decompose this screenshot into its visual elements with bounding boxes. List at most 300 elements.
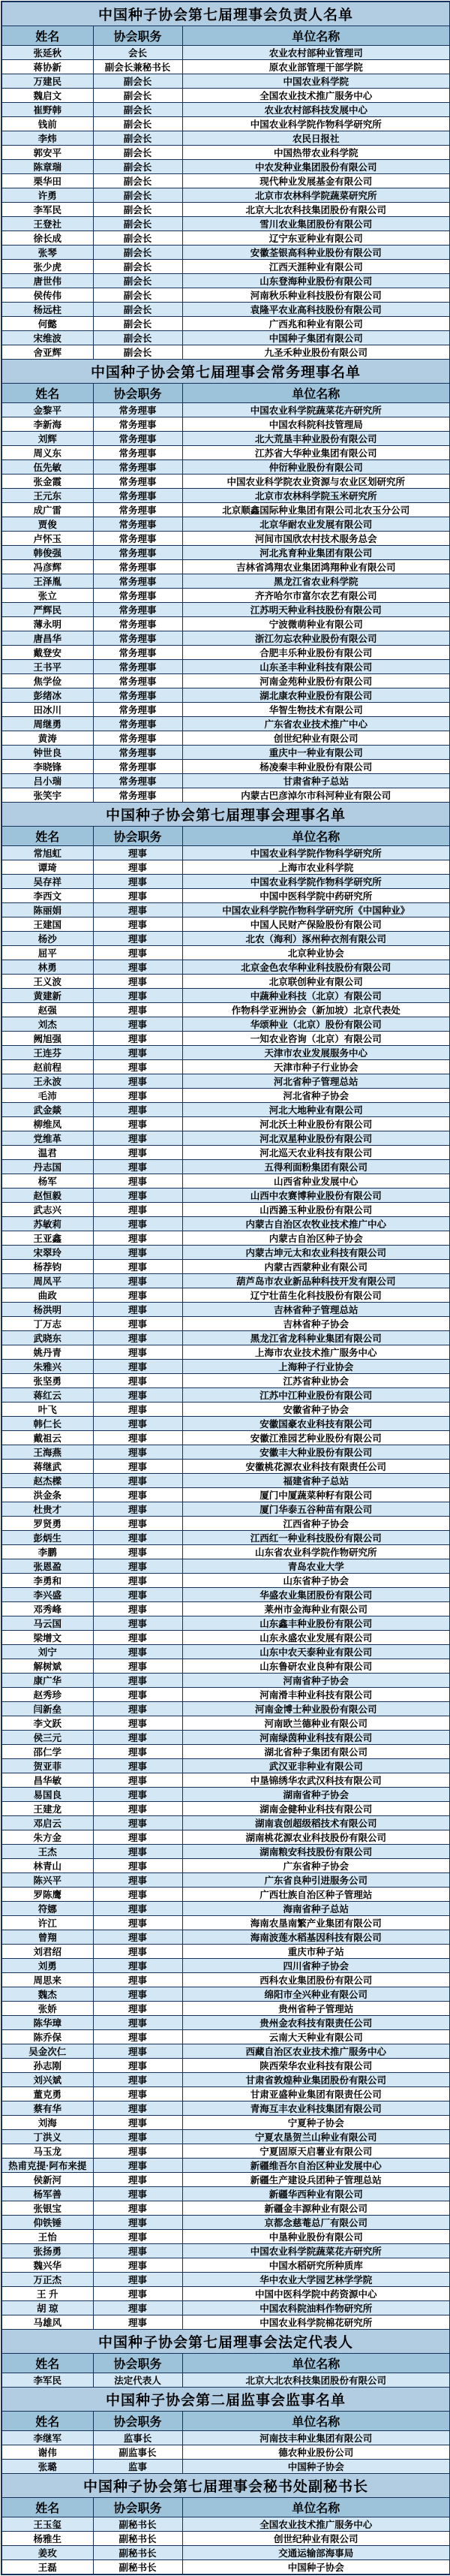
name-cell: 赵秀珍 — [2, 1688, 93, 1702]
org-cell: 中农发种业集团股份有限公司 — [182, 160, 450, 174]
org-cell: 甘肃省敦煌种业集团股份有限公司 — [182, 2073, 450, 2087]
table-row — [2, 1802, 450, 1816]
table-row — [2, 2030, 450, 2044]
org-cell: 内蒙古坤元太和农业科技有限公司 — [182, 1246, 450, 1260]
name-cell: 金黎平 — [2, 403, 93, 417]
name-cell: 杨远柱 — [2, 303, 93, 317]
name-cell: 李军民 — [2, 2373, 93, 2388]
table-row — [2, 503, 450, 517]
table-row — [2, 475, 450, 489]
org-cell: 农业农村部科技发展中心 — [182, 103, 450, 117]
table-row — [2, 89, 450, 103]
org-cell: 吉林省鸿翔农业集团鸿翔种业有限公司 — [182, 560, 450, 574]
name-cell: 钟世良 — [2, 746, 93, 760]
role-cell: 理事 — [93, 1345, 182, 1360]
name-cell: 丹志国 — [2, 1160, 93, 1174]
role-cell: 理事 — [93, 1445, 182, 1460]
org-cell: 葫芦岛市农业新品种科技开发有限公司 — [182, 1274, 450, 1288]
table-row — [2, 303, 450, 317]
role-cell: 常务理事 — [93, 574, 182, 589]
org-cell: 上海市农业科学院 — [182, 860, 450, 875]
table-row — [2, 1588, 450, 1602]
name-cell: 王连芬 — [2, 1046, 93, 1060]
org-cell: 北大荒垦丰种业股份有限公司 — [182, 432, 450, 446]
role-cell: 理事 — [93, 1517, 182, 1531]
name-cell: 邓秀峰 — [2, 1602, 93, 1616]
name-cell: 侯三元 — [2, 1731, 93, 1745]
org-cell: 绵阳市全兴种业有限公司 — [182, 1987, 450, 2002]
org-cell: 农民日报社 — [182, 131, 450, 146]
name-cell: 李军民 — [2, 203, 93, 217]
role-cell: 监事长 — [93, 2431, 182, 2445]
name-cell: 张延秋 — [2, 46, 93, 60]
role-cell: 常务理事 — [93, 617, 182, 631]
org-cell: 北京市农林科学院蔬菜研究所 — [182, 188, 450, 203]
org-cell: 华智生物技术有限公司 — [182, 703, 450, 717]
org-cell: 湖南省种子协会 — [182, 1788, 450, 1802]
role-cell: 理事 — [93, 1645, 182, 1659]
table-row — [2, 2560, 450, 2575]
table-row — [2, 1474, 450, 1488]
role-cell: 理事 — [93, 1103, 182, 1117]
table-row — [2, 1017, 450, 1032]
table-row — [2, 146, 450, 160]
role-cell: 理事 — [93, 889, 182, 903]
org-cell: 山东登海种业股份有限公司 — [182, 274, 450, 288]
org-cell: 山东鲁研农业良种有限公司 — [182, 1659, 450, 1674]
table-row — [2, 1574, 450, 1588]
table-row — [2, 875, 450, 889]
name-cell: 李继军 — [2, 2431, 93, 2445]
role-cell: 理事 — [93, 1545, 182, 1559]
column-header-row — [2, 2498, 450, 2517]
org-cell: 河南秋乐种业科技股份有限公司 — [182, 288, 450, 303]
role-cell: 常务理事 — [93, 603, 182, 617]
org-cell: 袁隆平农业高科技股份有限公司 — [182, 303, 450, 317]
table-row — [2, 788, 450, 803]
name-cell: 谢伟 — [2, 2445, 93, 2460]
org-cell: 中国农科院科技管理局 — [182, 417, 450, 432]
org-cell: 江西省种子协会 — [182, 1517, 450, 1531]
role-cell: 理事 — [93, 1203, 182, 1217]
org-cell: 海南省种子总站 — [182, 1902, 450, 1916]
role-cell: 理事 — [93, 1987, 182, 2002]
org-cell: 华颂种业（北京）股份有限公司 — [182, 1017, 450, 1032]
section-title: 中国种子协会第七届理事会秘书处副秘书长 — [2, 2474, 450, 2498]
name-cell: 贾俊 — [2, 517, 93, 532]
role-cell: 理事 — [93, 975, 182, 989]
column-header-cell: 单位名称 — [182, 384, 450, 403]
org-cell: 江苏省种业协会 — [182, 1374, 450, 1388]
org-cell: 安徽荃银高科种业股份有限公司 — [182, 246, 450, 260]
role-cell: 理事 — [93, 875, 182, 889]
org-cell: 海南农垦南繁产业集团有限公司 — [182, 1916, 450, 1930]
table-row — [2, 2258, 450, 2273]
role-cell: 理事 — [93, 1131, 182, 1146]
name-cell: 刘君绍 — [2, 1945, 93, 1959]
role-cell: 理事 — [93, 2016, 182, 2030]
name-cell: 栗华田 — [2, 174, 93, 188]
name-cell: 陈华璋 — [2, 2016, 93, 2030]
name-cell: 胡 琼 — [2, 2301, 93, 2315]
table-row — [2, 2216, 450, 2230]
name-cell: 戴登安 — [2, 646, 93, 660]
org-cell: 广东省良种引进服务公司 — [182, 1873, 450, 1888]
role-cell: 理事 — [93, 1402, 182, 1417]
table-row — [2, 1517, 450, 1531]
table-row — [2, 1659, 450, 1674]
org-cell: 青岛农业大学 — [182, 1559, 450, 1574]
role-cell: 理事 — [93, 1260, 182, 1274]
role-cell: 常务理事 — [93, 432, 182, 446]
org-cell: 河南绿茵种业科技有限公司 — [182, 1731, 450, 1745]
table-row — [2, 1174, 450, 1189]
org-cell: 安徽国豪农业科技有限公司 — [182, 1417, 450, 1431]
name-cell: 王磊 — [2, 2560, 93, 2575]
role-cell: 副会长 — [93, 260, 182, 274]
role-cell: 常务理事 — [93, 674, 182, 688]
name-cell: 柳维凤 — [2, 1117, 93, 1131]
org-cell: 厦门华泰五谷种苗有限公司 — [182, 1502, 450, 1517]
section-title-row — [2, 2388, 450, 2412]
org-cell: 华盛农业集团股份有限公司 — [182, 1588, 450, 1602]
column-header-cell: 单位名称 — [182, 26, 450, 46]
section-title-row — [2, 2330, 450, 2354]
role-cell: 理事 — [93, 2059, 182, 2073]
org-cell: 河北兆育种业集团有限公司 — [182, 546, 450, 560]
table-row — [2, 1873, 450, 1888]
name-cell: 张娇 — [2, 2002, 93, 2016]
name-cell: 刘兴斌 — [2, 2073, 93, 2087]
table-row — [2, 1060, 450, 1074]
table-row — [2, 1745, 450, 1759]
role-cell: 理事 — [93, 1231, 182, 1246]
role-cell: 理事 — [93, 1089, 182, 1103]
role-cell: 理事 — [93, 2173, 182, 2187]
org-cell: 新疆金丰源种业有限公司 — [182, 2201, 450, 2216]
org-cell: 安徽丰大种业股份有限公司 — [182, 1445, 450, 1460]
name-cell: 苏敏莉 — [2, 1217, 93, 1231]
table-row — [2, 1716, 450, 1731]
table-row — [2, 2244, 450, 2258]
name-cell: 彭绪冰 — [2, 688, 93, 703]
name-cell: 何懿 — [2, 317, 93, 331]
table-row — [2, 2301, 450, 2315]
role-cell: 理事 — [93, 2201, 182, 2216]
org-cell: 中国农业科学院作物科学研究所 — [182, 875, 450, 889]
table-row — [2, 1146, 450, 1160]
table-row — [2, 2460, 450, 2474]
org-cell: 海南波莲水稻基因科技有限公司 — [182, 1930, 450, 1945]
table-row — [2, 1674, 450, 1688]
name-cell: 王元东 — [2, 489, 93, 503]
name-cell: 卢怀玉 — [2, 532, 93, 546]
table-row — [2, 1545, 450, 1559]
org-cell: 北京顺鑫国际种业集团有限公司北农玉分公司 — [182, 503, 450, 517]
table-row — [2, 903, 450, 917]
org-cell: 辽宁东亚种业有限公司 — [182, 231, 450, 246]
role-cell: 理事 — [93, 2030, 182, 2044]
org-cell: 中国农业科学院作物科学研究所 — [182, 117, 450, 131]
table-row — [2, 1160, 450, 1174]
table-row — [2, 2101, 450, 2116]
table-row — [2, 1916, 450, 1930]
role-cell: 理事 — [93, 1916, 182, 1930]
role-cell: 理事 — [93, 1745, 182, 1759]
role-cell: 理事 — [93, 2101, 182, 2116]
table-row — [2, 2445, 450, 2460]
org-cell: 河南滑丰种业科技有限公司 — [182, 1688, 450, 1702]
name-cell: 蒋协新 — [2, 60, 93, 74]
table-row — [2, 403, 450, 417]
org-cell: 河间市国欣农村技术服务总会 — [182, 532, 450, 546]
org-cell: 福建省种子总站 — [182, 1474, 450, 1488]
role-cell: 理事 — [93, 1160, 182, 1174]
role-cell: 理事 — [93, 1246, 182, 1260]
org-cell: 内蒙古西蒙种业有限公司 — [182, 1260, 450, 1274]
column-header-row — [2, 827, 450, 846]
role-cell: 理事 — [93, 1303, 182, 1317]
role-cell: 监事 — [93, 2460, 182, 2474]
name-cell: 杜贵才 — [2, 1502, 93, 1517]
role-cell: 理事 — [93, 1003, 182, 1017]
role-cell: 理事 — [93, 2258, 182, 2273]
org-cell: 云南大天种业有限公司 — [182, 2030, 450, 2044]
org-cell: 全国农业技术推广服务中心 — [182, 89, 450, 103]
name-cell: 解树斌 — [2, 1659, 93, 1674]
table-row — [2, 660, 450, 674]
name-cell: 梁增文 — [2, 1631, 93, 1645]
org-cell: 上海市农业技术推广服务中心 — [182, 1345, 450, 1360]
name-cell: 韩仁长 — [2, 1417, 93, 1431]
org-cell: 陕西荣华农业科技有限公司 — [182, 2059, 450, 2073]
role-cell: 理事 — [93, 1945, 182, 1959]
org-cell: 山东永盛农业发展有限公司 — [182, 1631, 450, 1645]
org-cell: 湖南桃花源农业科技股份有限公司 — [182, 1830, 450, 1845]
role-cell: 理事 — [93, 1531, 182, 1545]
column-header-cell: 姓名 — [2, 26, 93, 46]
name-cell: 董克勇 — [2, 2087, 93, 2101]
table-row — [2, 2044, 450, 2059]
table-row — [2, 760, 450, 774]
name-cell: 崔野韩 — [2, 103, 93, 117]
name-cell: 张璐 — [2, 2460, 93, 2474]
org-cell: 山东中农天泰种业有限公司 — [182, 1645, 450, 1659]
role-cell: 常务理事 — [93, 517, 182, 532]
role-cell: 理事 — [93, 1559, 182, 1574]
name-cell: 陈兴平 — [2, 1873, 93, 1888]
table-row — [2, 975, 450, 989]
org-cell: 甘肃省种子总站 — [182, 774, 450, 788]
org-cell: 湖北康农种业股份有限公司 — [182, 688, 450, 703]
org-cell: 山东圣丰种业科技有限公司 — [182, 660, 450, 674]
table-row — [2, 46, 450, 60]
name-cell: 王建国 — [2, 917, 93, 932]
org-cell: 河北省种子协会 — [182, 1089, 450, 1103]
name-cell: 刘辉 — [2, 432, 93, 446]
name-cell: 张坚勇 — [2, 1374, 93, 1388]
table-row — [2, 1702, 450, 1716]
table-row — [2, 1288, 450, 1303]
role-cell: 副会长 — [93, 345, 182, 360]
role-cell: 常务理事 — [93, 503, 182, 517]
table-row — [2, 174, 450, 188]
role-cell: 常务理事 — [93, 688, 182, 703]
table-row — [2, 345, 450, 360]
name-cell: 许勇 — [2, 188, 93, 203]
name-cell: 田冰川 — [2, 703, 93, 717]
role-cell: 理事 — [93, 2244, 182, 2258]
name-cell: 侯传伟 — [2, 288, 93, 303]
org-cell: 河南省种子协会 — [182, 1674, 450, 1688]
org-cell: 河北巡天农业科技有限公司 — [182, 1146, 450, 1160]
role-cell: 理事 — [93, 917, 182, 932]
org-cell: 合肥丰乐种业股份有限公司 — [182, 646, 450, 660]
name-cell: 李新海 — [2, 417, 93, 432]
section-title: 中国种子协会第二届监事会监事名单 — [2, 2388, 450, 2412]
table-row — [2, 946, 450, 960]
role-cell: 理事 — [93, 1973, 182, 1987]
org-cell: 广东省农业技术推广中心 — [182, 717, 450, 731]
org-cell: 山东鑫丰种业股份有限公司 — [182, 1616, 450, 1631]
role-cell: 理事 — [93, 1032, 182, 1046]
name-cell: 赵恒毅 — [2, 1189, 93, 1203]
name-cell: 王 升 — [2, 2287, 93, 2301]
roster-table — [1, 1, 450, 2575]
table-row — [2, 989, 450, 1003]
name-cell: 李西文 — [2, 889, 93, 903]
org-cell: 武汉亚非种业有限公司 — [182, 1759, 450, 1773]
role-cell: 副秘书长 — [93, 2532, 182, 2546]
org-cell: 黑龙江省农业科学院 — [182, 574, 450, 589]
name-cell: 赵强 — [2, 1003, 93, 1017]
name-cell: 周思来 — [2, 1973, 93, 1987]
name-cell: 蔡有华 — [2, 2101, 93, 2116]
org-cell: 杨凌秦丰种业股份有限公司 — [182, 760, 450, 774]
org-cell: 原农业部管理干部学院 — [182, 60, 450, 74]
role-cell: 常务理事 — [93, 460, 182, 475]
column-header-cell: 协会职务 — [93, 2354, 182, 2373]
org-cell: 广西壮族自治区种子管理站 — [182, 1888, 450, 1902]
table-row — [2, 60, 450, 74]
table-row — [2, 560, 450, 574]
org-cell: 黑龙江省龙科种业集团有限公司 — [182, 1331, 450, 1345]
name-cell: 张笑宇 — [2, 788, 93, 803]
name-cell: 吴金次仁 — [2, 2044, 93, 2059]
table-row — [2, 717, 450, 731]
table-row — [2, 1902, 450, 1916]
table-row — [2, 2173, 450, 2187]
table-row — [2, 1117, 450, 1131]
role-cell: 理事 — [93, 2002, 182, 2016]
name-cell: 王玉玺 — [2, 2517, 93, 2532]
table-row — [2, 674, 450, 688]
role-cell: 常务理事 — [93, 774, 182, 788]
org-cell: 全国农业技术推广服务中心 — [182, 2517, 450, 2532]
org-cell: 江西红一种业科技股份有限公司 — [182, 1531, 450, 1545]
table-row — [2, 1217, 450, 1231]
column-header-cell: 姓名 — [2, 384, 93, 403]
role-cell: 副会长 — [93, 203, 182, 217]
name-cell: 刘杰 — [2, 1017, 93, 1032]
org-cell: 交通运输部海事局 — [182, 2546, 450, 2560]
name-cell: 杨军 — [2, 1174, 93, 1189]
name-cell: 李文跃 — [2, 1716, 93, 1731]
org-cell: 内蒙古自治区农牧业技术推广中心 — [182, 1217, 450, 1231]
name-cell: 邵仁学 — [2, 1745, 93, 1759]
section-title: 中国种子协会第七届理事会理事名单 — [2, 803, 450, 827]
org-cell: 北京华耐农业发展有限公司 — [182, 517, 450, 532]
table-row — [2, 774, 450, 788]
table-row — [2, 1103, 450, 1117]
name-cell: 王书平 — [2, 660, 93, 674]
table-row — [2, 546, 450, 560]
table-row — [2, 2002, 450, 2016]
role-cell: 法定代表人 — [93, 2373, 182, 2388]
role-cell: 理事 — [93, 989, 182, 1003]
table-row — [2, 1973, 450, 1987]
table-row — [2, 2517, 450, 2532]
role-cell: 理事 — [93, 1688, 182, 1702]
name-cell: 热甫克提·阿布来提 — [2, 2159, 93, 2173]
table-row — [2, 703, 450, 717]
table-row — [2, 1189, 450, 1203]
name-cell: 武晓东 — [2, 1331, 93, 1345]
name-cell: 罗贤勇 — [2, 1517, 93, 1531]
section-title-row — [2, 2474, 450, 2498]
name-cell: 符娜 — [2, 1902, 93, 1916]
table-row — [2, 631, 450, 646]
org-cell: 中国种子集团有限公司 — [182, 331, 450, 345]
role-cell: 理事 — [93, 1017, 182, 1032]
role-cell: 副秘书长 — [93, 2560, 182, 2575]
table-row — [2, 2087, 450, 2101]
org-cell: 安徽江淮园艺种业股份有限公司 — [182, 1431, 450, 1445]
org-cell: 中国农业科学院蔬菜花卉研究所 — [182, 2244, 450, 2258]
table-row — [2, 131, 450, 146]
table-row — [2, 1074, 450, 1089]
name-cell: 唐昌华 — [2, 631, 93, 646]
org-cell: 甘肃亚盛种业集团有限责任公司 — [182, 2087, 450, 2101]
column-header-cell: 单位名称 — [182, 2354, 450, 2373]
name-cell: 李鹏 — [2, 1545, 93, 1559]
name-cell: 黄建新 — [2, 989, 93, 1003]
org-cell: 北京种业协会 — [182, 946, 450, 960]
table-row — [2, 1131, 450, 1146]
org-cell: 青海互丰农业科技集团有限公司 — [182, 2101, 450, 2116]
role-cell: 理事 — [93, 2130, 182, 2144]
org-cell: 西藏自治区农业技术推广服务中心 — [182, 2044, 450, 2059]
role-cell: 副会长 — [93, 274, 182, 288]
role-cell: 理事 — [93, 2116, 182, 2130]
role-cell: 常务理事 — [93, 788, 182, 803]
role-cell: 理事 — [93, 1674, 182, 1688]
org-cell: 农业农村部种业管理司 — [182, 46, 450, 60]
name-cell: 闫新垒 — [2, 1702, 93, 1716]
role-cell: 常务理事 — [93, 646, 182, 660]
role-cell: 副秘书长 — [93, 2546, 182, 2560]
table-row — [2, 1830, 450, 1845]
org-cell: 河南金博士种业股份有限公司 — [182, 1702, 450, 1716]
name-cell: 钱前 — [2, 117, 93, 131]
table-row — [2, 2130, 450, 2144]
table-row — [2, 932, 450, 946]
role-cell: 理事 — [93, 1902, 182, 1916]
name-cell: 李晓锋 — [2, 760, 93, 774]
org-cell: 现代种业发展基金有限公司 — [182, 174, 450, 188]
name-cell: 伍先敏 — [2, 460, 93, 475]
role-cell: 常务理事 — [93, 631, 182, 646]
